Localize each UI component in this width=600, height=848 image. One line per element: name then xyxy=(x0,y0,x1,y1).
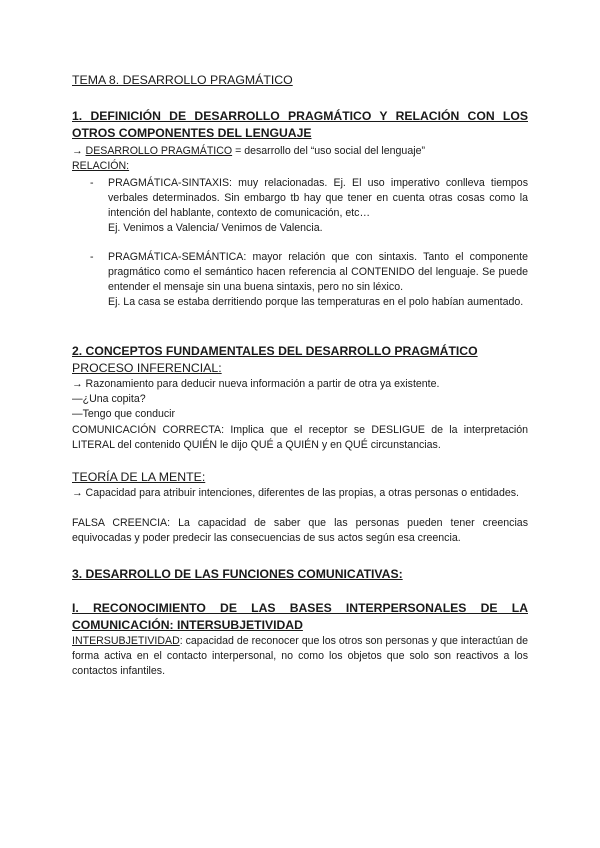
list-item xyxy=(90,250,528,310)
teoria-paragraph: → Capacidad para atribuir intenciones, diferentes de las propias, a otras personas o entidades. xyxy=(72,487,519,499)
section-1-heading: 1. DEFINICIÓN DE DESARROLLO PRAGMÁTICO Y RELACIÓN CON LOS OTROS COMPONENTES DEL LENGUAJE xyxy=(72,109,528,140)
list-item xyxy=(90,176,528,236)
section-3-heading: 3. DESARROLLO DE LAS FUNCIONES COMUNICATIVAS: xyxy=(72,567,403,581)
definition-line xyxy=(72,144,528,159)
intersubjetividad-text: : capacidad de reconocer que los otros son personas y que interactúan de forma activa en el contacto interpersonal, no como los objetos que solo son reactivos a los contactos infantiles. xyxy=(72,635,528,677)
dash-bullet: - xyxy=(90,251,94,263)
subsection-heading: I. RECONOCIMIENTO DE LAS BASES INTERPERSONALES DE LA COMUNICACIÓN: INTERSUBJETIVIDAD xyxy=(72,601,528,632)
relacion-label: RELACIÓN: xyxy=(72,160,130,172)
teoria-label: TEORÍA DE LA MENTE: xyxy=(72,470,206,484)
proceso-line: —Tengo que conducir xyxy=(72,408,176,420)
bullet-example: Ej. La casa se estaba derritiendo porque las temperaturas en el polo habían aumentado. xyxy=(108,296,524,308)
falsa-creencia-paragraph: FALSA CREENCIA: La capacidad de saber que las personas pueden tener creencias equivocadas y poder predecir las consecuencias de sus actos según esa creencia. xyxy=(72,517,528,544)
dash-bullet: - xyxy=(90,177,94,189)
bullet-example: Ej. Venimos a Valencia/ Venimos de Valencia. xyxy=(108,222,323,234)
proceso-line: —¿Una copita? xyxy=(72,393,146,405)
definition-text: = desarrollo del “uso social del lenguaje” xyxy=(232,145,425,157)
intersubjetividad-term: INTERSUBJETIVIDAD xyxy=(72,635,180,647)
document-title: TEMA 8. DESARROLLO PRAGMÁTICO xyxy=(72,73,293,87)
proceso-label: PROCESO INFERENCIAL: xyxy=(72,361,222,375)
arrow-glyph: → xyxy=(72,145,86,157)
definition-term: DESARROLLO PRAGMÁTICO xyxy=(85,145,233,157)
comunicacion-paragraph: COMUNICACIÓN CORRECTA: Implica que el receptor se DESLIGUE de la interpretación LITERAL del contenido QUIÉN le dijo QUÉ a QUIÉN y en QUÉ circunstancias. xyxy=(72,424,528,451)
bullet-text: PRAGMÁTICA-SEMÁNTICA: mayor relación que con sintaxis. Tanto el componente pragmático como el semántico hacen referencia al CONTENIDO del lenguaje. Se puede entender el mensaje sin una buena sintaxis, pero no sin léxico. xyxy=(108,251,528,293)
bullet-text: PRAGMÁTICA-SINTAXIS: muy relacionadas. Ej. El uso imperativo conlleva tiempos verbales determinados. Sin embargo tb hay que tener en cuenta otras cosas como la intención del hablante, contexto de comunicación, etc… xyxy=(108,177,528,219)
intersubjetividad-paragraph xyxy=(72,634,528,679)
section-2-heading: 2. CONCEPTOS FUNDAMENTALES DEL DESARROLLO PRAGMÁTICO xyxy=(72,344,478,358)
proceso-line: → Razonamiento para deducir nueva información a partir de otra ya existente. xyxy=(72,378,440,390)
